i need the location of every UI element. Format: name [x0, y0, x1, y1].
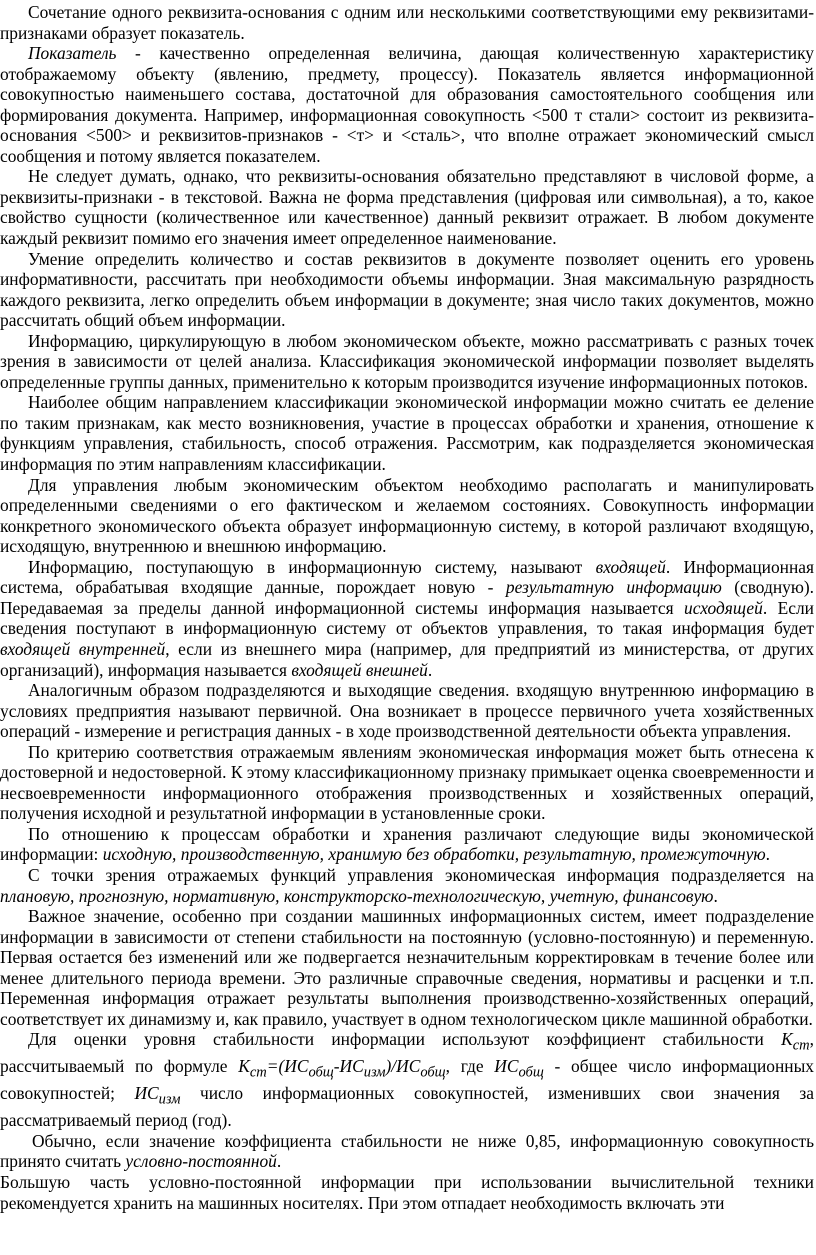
text-run: - общее число информационных совокупностей;: [0, 1056, 814, 1104]
stability-formula: [238, 1056, 446, 1081]
formula-sub: общ: [420, 1064, 446, 1081]
is-changed-symbol: [134, 1083, 181, 1108]
is-total-symbol: [494, 1056, 544, 1081]
text-run: .: [713, 885, 718, 906]
is-subscript: общ: [518, 1064, 544, 1081]
is-letters: ИС: [494, 1056, 519, 1077]
text-run: .: [765, 844, 770, 865]
text-run: Обычно, если значение коэффициента стабильности не ниже 0,85, информационную совокупность принято считать: [0, 1130, 814, 1172]
paragraph-15: [0, 1131, 814, 1172]
paragraph-14: [0, 1029, 814, 1131]
paragraph-5: Информацию, циркулирующую в любом экономическом объекте, можно рассматривать с разных точек зрения в зависимости от целей анализа. Классификация экономической информации позволяет выделять определенные группы данных, применительно к которым производится изучение информационных потоков.: [0, 330, 814, 392]
paragraph-2-text: - качественно определенная величина, дающая количественную характеристику отображаемому объекту (явлению, предмету, процессу). Показатель является информационной совокупностью наименьшего состава, достаточной для образования самостоятельного сообщения или формирования документа. Например, информационная совокупность <500 т стали> состоит из реквизита-основания <500> и реквизитов-признаков - <т> и <сталь>, что вполне отражает экономический смысл сообщения и потому является показателем.: [0, 43, 814, 166]
term-result-info: результатную информацию: [505, 577, 722, 598]
formula-k-sub: ст: [249, 1064, 267, 1081]
formula-part: =(ИС: [266, 1056, 309, 1077]
paragraph-3: Не следует думать, однако, что реквизиты-основания обязательно представляют в числовой форме, а реквизиты-признаки - в текстовой. Важна не форма представления (цифровая или символьная), а то, какое свойство сущности (количественное или качественное) данный реквизит отражает. В любом документе каждый реквизит помимо его значения имеет определенное наименование.: [0, 166, 814, 249]
term-function-types: плановую, прогнозную, нормативную, конструкторско-технологическую, учетную, финансовую: [0, 885, 714, 906]
is-letters: ИС: [134, 1083, 159, 1104]
term-incoming-internal: входящей внутренней: [0, 638, 166, 659]
paragraph-4: Умение определить количество и состав реквизитов в документе позволяет оценить его уровень информативности, рассчитать при необходимости объемы информации. Зная максимальную разрядность каждого реквизита, легко определить объем информации в документе; зная число таких документов, можно рассчитать общий объем информации.: [0, 248, 814, 331]
paragraph-1: Сочетание одного реквизита-основания с одним или несколькими соответствующими ему реквизитами-признаками образует показатель.: [0, 2, 814, 43]
text-run: Информацию, поступающую в информационную систему, называют: [28, 556, 596, 577]
term-incoming-external: входящей внешней: [291, 659, 428, 680]
paragraph-13: Важное значение, особенно при создании машинных информационных систем, имеет подразделение информации в зависимости от степени стабильности на постоянную (условно-постоянную) и переменную. Первая остается без изменений или же подвергается незначительным корректировкам в течение более или менее длительного периода времени. Это различные справочные сведения, нормативы и расценки и т.п. Переменная информация отражает результаты выполнения производственно-хозяйственных операций, соответствует их динамизму и, как правило, участвует в одном технологическом цикле машинной обработки.: [0, 906, 814, 1029]
text-run: .: [276, 1151, 282, 1172]
formula-part: )/ИС: [385, 1056, 421, 1077]
paragraph-9: Аналогичным образом подразделяются и выходящие сведения. входящую внутреннюю информацию в условиях предприятия называют первичной. Она возникает в процессе первичного учета хозяйственных операций - измерение и регистрация данных - в ходе производственной деятельности объекта управления.: [0, 680, 814, 742]
paragraph-2: [0, 43, 814, 166]
formula-sub: изм: [363, 1064, 386, 1081]
text-run: , где: [445, 1056, 495, 1077]
paragraph-10: По критерию соответствия отражаемым явлениям экономическая информация может быть отнесена к достоверной и недостоверной. К этому классификационному признаку примыкает оценка своевременности и несвоевременности информационного отображения производственных и хозяйственных операций, получения исходной и результатной информации в установленные сроки.: [0, 741, 814, 824]
text-run: .: [427, 659, 433, 680]
is-subscript: изм: [158, 1091, 181, 1108]
text-run: (сводную). Передаваемая за пределы данной информационной системы информация называется: [0, 577, 814, 618]
text-run: , если из внешнего мира (например, для предприятий из министерства, от других организаций), информация называется: [0, 638, 814, 680]
text-run: . Если сведения поступают в информационную систему от объектов управления, то такая информация будет: [0, 597, 814, 639]
term-indicator: Показатель: [28, 43, 117, 64]
paragraph-12: [0, 865, 814, 906]
k-stability-symbol: [781, 1029, 810, 1054]
paragraph-7: Для управления любым экономическим объектом необходимо располагать и манипулировать определенными сведениями о его фактическом и желаемом состояниях. Совокупность информации конкретного экономического объекта образует информационную систему, в которой различают входящую, исходящую, внутреннюю и внешнюю информацию.: [0, 474, 814, 557]
k-letter: K: [781, 1029, 793, 1050]
text-run: . Информационная система, обрабатывая входящие данные, порождает новую -: [0, 556, 815, 598]
term-outgoing: исходящей: [684, 597, 763, 618]
term-processing-types: исходную, производственную, хранимую без обработки, результатную, промежуточную: [102, 844, 766, 865]
text-run: По отношению к процессам обработки и хранения различают следующие виды экономической информации:: [0, 823, 814, 865]
k-subscript: ст: [792, 1037, 810, 1054]
text-run: , рассчитываемый по формуле: [0, 1029, 814, 1077]
paragraph-11: [0, 824, 814, 865]
text-run: С точки зрения отражаемых функций управления экономическая информация подразделяется на: [28, 864, 814, 885]
formula-k: K: [238, 1056, 250, 1077]
formula-sub: общ: [308, 1064, 334, 1081]
paragraph-8: [0, 557, 814, 680]
text-run: число информационных совокупностей, изменивших свои значения за рассматриваемый период (год).: [0, 1083, 814, 1131]
term-conditionally-constant: условно-постоянной: [125, 1151, 277, 1172]
paragraph-6: Наиболее общим направлением классификации экономической информации можно считать ее деление по таким признакам, как место возникновения, участие в процессах обработки и хранения, отношение к функциям управления, стабильность, способ отражения. Рассмотрим, как подразделяется экономическая информация по этим направлениям классификации.: [0, 392, 814, 475]
formula-part: -ИС: [333, 1056, 364, 1077]
paragraph-16: Большую часть условно-постоянной информации при использовании вычислительной техники рекомендуется хранить на машинных носителях. При этом отпадает необходимость включать эти: [0, 1172, 814, 1213]
text-run: Для оценки уровня стабильности информации используют коэффициент стабильности: [28, 1029, 782, 1050]
term-incoming: входящей: [595, 556, 666, 577]
document-body: [0, 2, 814, 1213]
